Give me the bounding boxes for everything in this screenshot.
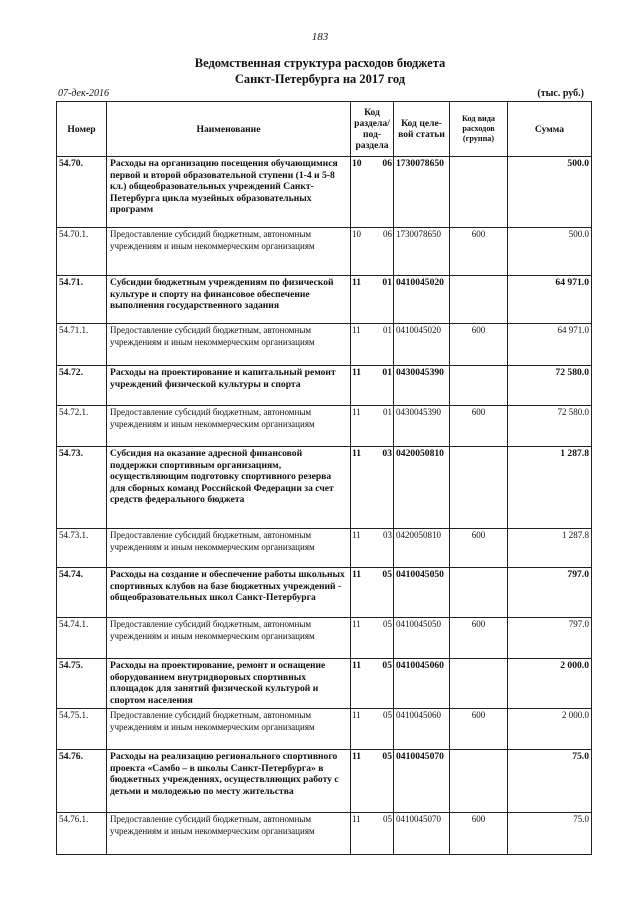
section-code: 11 [352, 367, 362, 378]
row-name: Расходы на проектирование и капитальный ремонт учреждений физической культуры и спорта [107, 366, 351, 406]
subsection-code: 06 [382, 158, 392, 169]
header-target: Код целе-вой статьи [394, 102, 450, 157]
title-line-1: Ведомственная структура расходов бюджета [194, 56, 446, 70]
row-kind-code [450, 750, 508, 813]
subsection-code: 05 [382, 569, 392, 580]
table-row [57, 529, 592, 568]
section-code: 11 [352, 660, 362, 671]
budget-table [56, 101, 592, 855]
section-code: 11 [352, 814, 361, 824]
row-name: Предоставление субсидий бюджетным, автономным учреждениям и иным некоммерческим организациям [107, 228, 351, 276]
row-number: 54.75.1. [57, 709, 107, 750]
section-code: 11 [352, 325, 361, 335]
header-number: Номер [57, 102, 107, 157]
row-number: 54.76.1. [57, 813, 107, 855]
subsection-code: 01 [383, 407, 392, 417]
row-target-code: 0420050810 [394, 447, 450, 529]
row-sum: 72 580.0 [508, 406, 592, 447]
row-sum: 500.0 [508, 228, 592, 276]
subsection-code: 06 [383, 229, 392, 239]
row-target-code: 0430045390 [394, 366, 450, 406]
row-name: Предоставление субсидий бюджетным, автономным учреждениям и иным некоммерческим организациям [107, 324, 351, 366]
row-kind-code: 600 [450, 813, 508, 855]
row-target-code: 0410045070 [394, 813, 450, 855]
row-target-code: 1730078650 [394, 228, 450, 276]
row-section-code [351, 709, 394, 750]
section-code: 11 [352, 407, 361, 417]
table-row [57, 406, 592, 447]
row-sum: 64 971.0 [508, 276, 592, 324]
subsection-code: 05 [382, 660, 392, 671]
row-sum: 75.0 [508, 750, 592, 813]
row-section-code [351, 813, 394, 855]
row-sum: 797.0 [508, 568, 592, 618]
row-name: Предоставление субсидий бюджетным, автономным учреждениям и иным некоммерческим организациям [107, 618, 351, 659]
section-code: 11 [352, 448, 362, 459]
section-code: 10 [352, 229, 361, 239]
row-kind-code: 600 [450, 406, 508, 447]
row-name: Предоставление субсидий бюджетным, автономным учреждениям и иным некоммерческим организациям [107, 529, 351, 568]
section-code: 11 [352, 277, 362, 288]
row-kind-code [450, 157, 508, 228]
row-target-code: 0410045020 [394, 324, 450, 366]
row-section-code [351, 447, 394, 529]
row-section-code [351, 276, 394, 324]
subsection-code: 01 [382, 277, 392, 288]
row-target-code: 0430045390 [394, 406, 450, 447]
row-number: 54.71.1. [57, 324, 107, 366]
subsection-code: 01 [383, 325, 392, 335]
table-row [57, 157, 592, 228]
row-kind-code [450, 276, 508, 324]
row-section-code [351, 324, 394, 366]
row-name: Расходы на организацию посещения обучающимися первой и второй образовательной ступени (1-4 и 5-8 кл.) общеобразовательных учреждений Санкт-Петербурга цикла музейных образовательных программ [107, 157, 351, 228]
table-row [57, 447, 592, 529]
row-kind-code [450, 568, 508, 618]
row-number: 54.74. [57, 568, 107, 618]
row-kind-code [450, 659, 508, 709]
table-row [57, 324, 592, 366]
row-section-code [351, 228, 394, 276]
header-section: Код раздела/ под-раздела [351, 102, 394, 157]
row-number: 54.72. [57, 366, 107, 406]
subsection-code: 03 [382, 448, 392, 459]
row-name: Субсидии бюджетным учреждениям по физической культуре и спорту на финансовое обеспечение выполнения государственного задания [107, 276, 351, 324]
row-sum: 1 287.8 [508, 447, 592, 529]
row-number: 54.73. [57, 447, 107, 529]
page-number: 183 [311, 31, 329, 43]
section-code: 11 [352, 569, 362, 580]
title-line-2: Санкт-Петербурга на 2017 год [234, 72, 406, 86]
row-kind-code [450, 447, 508, 529]
section-code: 11 [352, 619, 361, 629]
row-name: Предоставление субсидий бюджетным, автономным учреждениям и иным некоммерческим организациям [107, 709, 351, 750]
row-kind-code: 600 [450, 228, 508, 276]
table-row [57, 276, 592, 324]
document-title [0, 55, 640, 87]
row-number: 54.74.1. [57, 618, 107, 659]
row-name: Предоставление субсидий бюджетным, автономным учреждениям и иным некоммерческим организациям [107, 813, 351, 855]
section-code: 10 [352, 158, 362, 169]
section-code: 11 [352, 530, 361, 540]
row-section-code [351, 659, 394, 709]
row-kind-code [450, 366, 508, 406]
row-sum: 72 580.0 [508, 366, 592, 406]
row-kind-code: 600 [450, 618, 508, 659]
row-kind-code: 600 [450, 709, 508, 750]
subsection-code: 05 [383, 619, 392, 629]
row-target-code: 0410045060 [394, 659, 450, 709]
row-section-code [351, 618, 394, 659]
row-sum: 75.0 [508, 813, 592, 855]
row-name: Субсидия на оказание адресной финансовой поддержки спортивным организациям, осуществляющим подготовку спортивного резерва для сборных команд Российской Федерации за счет средств федерального бюджета [107, 447, 351, 529]
table-row [57, 709, 592, 750]
row-sum: 500.0 [508, 157, 592, 228]
row-section-code [351, 406, 394, 447]
row-sum: 797.0 [508, 618, 592, 659]
subsection-code: 05 [382, 751, 392, 762]
row-kind-code: 600 [450, 324, 508, 366]
row-number: 54.70.1. [57, 228, 107, 276]
row-sum: 2 000.0 [508, 709, 592, 750]
section-code: 11 [352, 751, 362, 762]
table-row [57, 750, 592, 813]
document-date: 07-дек-2016 [58, 88, 109, 99]
row-section-code [351, 529, 394, 568]
row-number: 54.70. [57, 157, 107, 228]
row-target-code: 0410045070 [394, 750, 450, 813]
row-section-code [351, 157, 394, 228]
row-name: Предоставление субсидий бюджетным, автономным учреждениям и иным некоммерческим организациям [107, 406, 351, 447]
row-number: 54.76. [57, 750, 107, 813]
row-number: 54.73.1. [57, 529, 107, 568]
row-target-code: 0420050810 [394, 529, 450, 568]
row-target-code: 0410045050 [394, 568, 450, 618]
table-body [57, 157, 592, 855]
table-row [57, 618, 592, 659]
table-header-row [57, 102, 592, 157]
header-kind: Код вида расходов (группа) [450, 102, 508, 157]
subsection-code: 03 [383, 530, 392, 540]
row-name: Расходы на проектирование, ремонт и оснащение оборудованием внутридворовых спортивных площадок для занятий физической культурой и спортом населения [107, 659, 351, 709]
section-code: 11 [352, 710, 361, 720]
table-row [57, 813, 592, 855]
row-kind-code: 600 [450, 529, 508, 568]
row-sum: 1 287.8 [508, 529, 592, 568]
units-label: (тыс. руб.) [537, 88, 584, 99]
row-section-code [351, 568, 394, 618]
row-sum: 2 000.0 [508, 659, 592, 709]
table-row [57, 228, 592, 276]
row-section-code [351, 750, 394, 813]
row-section-code [351, 366, 394, 406]
row-name: Расходы на создание и обеспечение работы школьных спортивных клубов на базе бюджетных учреждений - общеобразовательных школ Санкт-Петербурга [107, 568, 351, 618]
table-row [57, 568, 592, 618]
row-target-code: 0410045020 [394, 276, 450, 324]
row-target-code: 0410045060 [394, 709, 450, 750]
table-row [57, 659, 592, 709]
row-number: 54.72.1. [57, 406, 107, 447]
row-target-code: 1730078650 [394, 157, 450, 228]
row-name: Расходы на реализацию регионального спортивного проекта «Самбо – в школы Санкт-Петербурга» в бюджетных учреждениях, осуществляющих работу с детьми и молодежью по месту жительства [107, 750, 351, 813]
row-target-code: 0410045050 [394, 618, 450, 659]
row-sum: 64 971.0 [508, 324, 592, 366]
row-number: 54.71. [57, 276, 107, 324]
subsection-code: 01 [382, 367, 392, 378]
subsection-code: 05 [383, 814, 392, 824]
row-number: 54.75. [57, 659, 107, 709]
table-row [57, 366, 592, 406]
subsection-code: 05 [383, 710, 392, 720]
header-sum: Сумма [508, 102, 592, 157]
header-name: Наименование [107, 102, 351, 157]
